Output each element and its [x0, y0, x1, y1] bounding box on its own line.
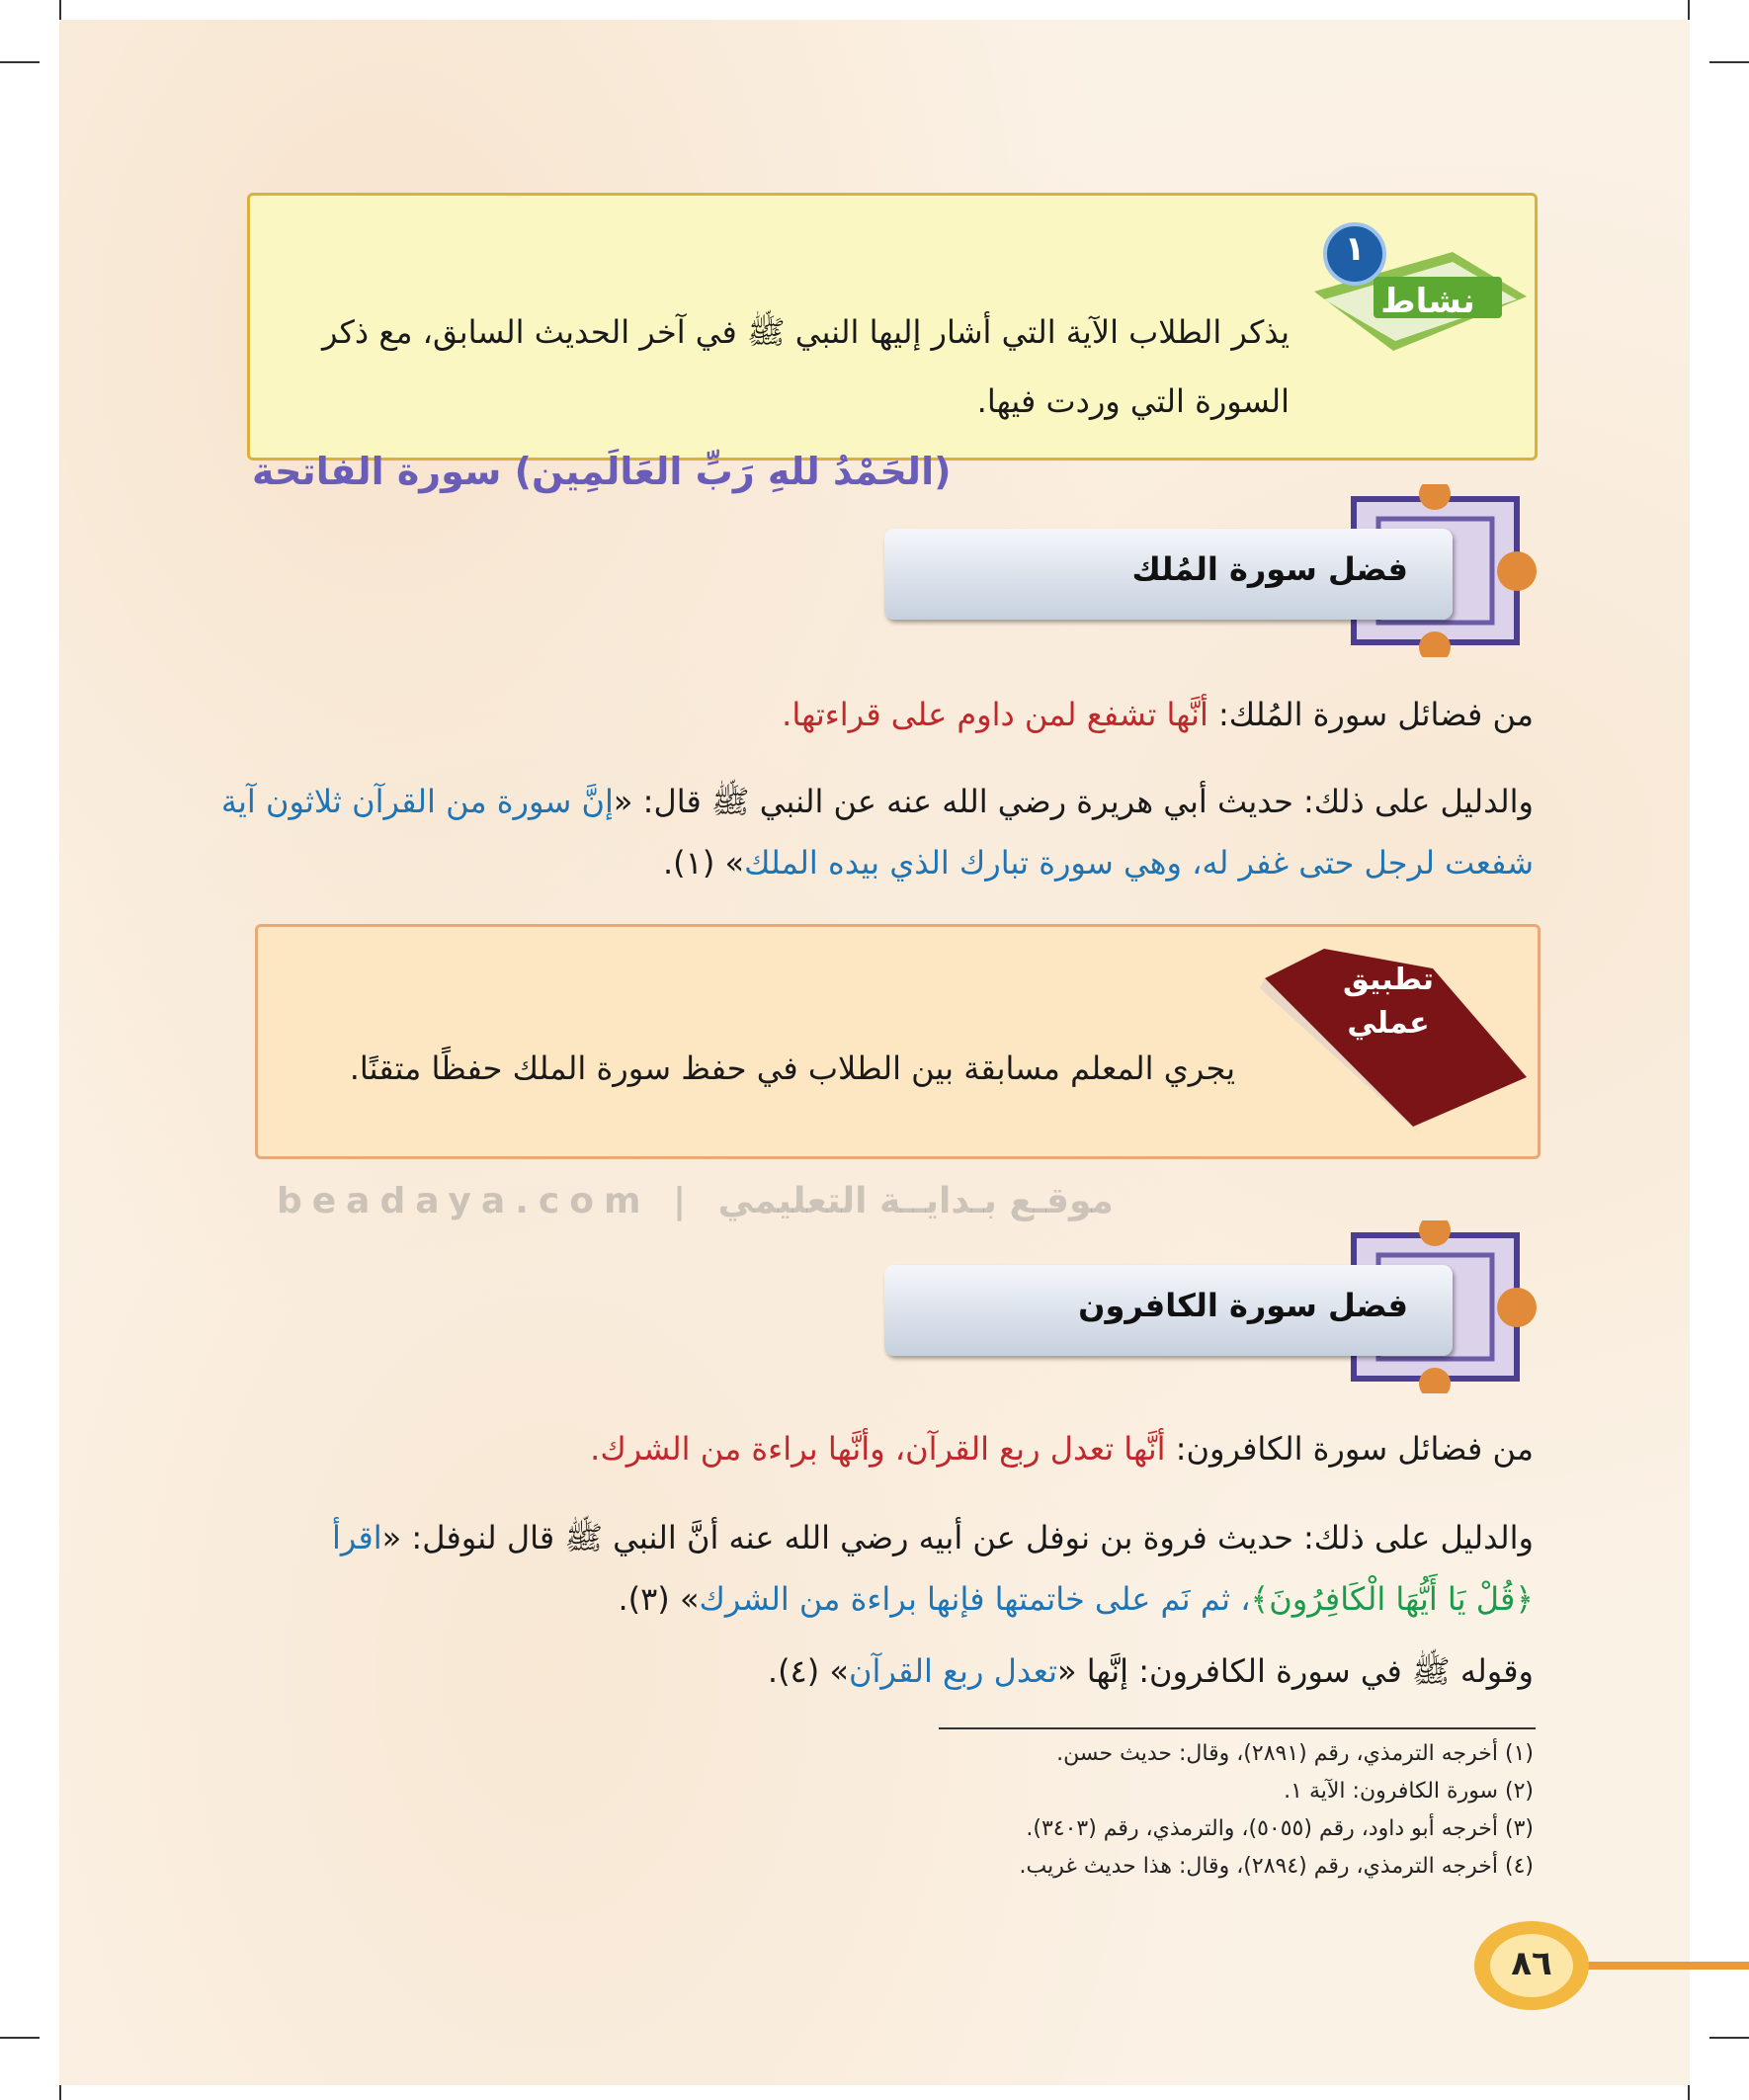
answer-surah: سورة الفاتحة — [252, 450, 502, 493]
kafirun-evidence-prefix: والدليل على ذلك: حديث فروة بن نوفل عن أبيه رضي الله عنه أنَّ النبي ﷺ قال لنوفل: « — [381, 1519, 1534, 1556]
kafirun-evidence-iqra: اقرأ — [331, 1519, 382, 1556]
kafirun-quote-suffix: » (٤). — [767, 1652, 849, 1690]
practice-badge-label — [1314, 959, 1462, 1046]
footnote-divider — [939, 1727, 1536, 1729]
practice-badge-line2: عملي — [1347, 1006, 1430, 1041]
mulk-hadith-line2: شفعت لرجل حتى غفر له، وهي سورة تبارك الذي بيده الملك — [744, 844, 1534, 882]
activity-text-line1: يذكر الطلاب الآية التي أشار إليها النبي ﷺ في آخر الحديث السابق، مع ذكر — [322, 313, 1290, 351]
mulk-evidence-prefix: والدليل على ذلك: حديث أبي هريرة رضي الله عنه عن النبي ﷺ قال: « — [613, 783, 1534, 820]
crop-mark — [0, 61, 40, 63]
mulk-merit — [209, 684, 1534, 745]
kafirun-verse: ﴿قُلْ يَا أَيُّهَا الْكَافِرُونَ﴾ — [1250, 1580, 1534, 1618]
section-title-mulk: فضل سورة المُلك — [1131, 550, 1408, 588]
answer-heading — [252, 450, 951, 493]
crop-mark — [0, 2037, 40, 2039]
crop-mark — [1709, 61, 1749, 63]
crop-mark — [1709, 2037, 1749, 2039]
kafirun-evidence-suffix: » (٣). — [618, 1580, 700, 1618]
mulk-evidence — [209, 771, 1534, 893]
mulk-hadith-line1: إنَّ سورة من القرآن ثلاثون آية — [220, 783, 614, 820]
kafirun-merit-highlight: أنَّها تعدل ربع القرآن، وأنَّها براءة من الشرك. — [590, 1430, 1166, 1468]
kafirun-merit — [209, 1418, 1534, 1479]
practice-badge-line1: تطبيق — [1342, 963, 1435, 997]
mulk-evidence-suffix: » (١). — [662, 844, 745, 882]
kafirun-evidence — [209, 1507, 1534, 1630]
activity-badge-label: نشاط — [1380, 282, 1475, 321]
footnote-4: (٤) أخرجه الترمذي، رقم (٢٨٩٤)، وقال: هذا حديث غريب. — [1019, 1854, 1534, 1879]
activity-text-line2: السورة التي وردت فيها. — [976, 382, 1290, 420]
kafirun-quote-blue: تعدل ربع القرآن — [848, 1652, 1057, 1690]
kafirun-quote — [209, 1640, 1534, 1702]
kafirun-evidence-rest: ، ثم نَم على خاتمتها فإنها براءة من الشرك — [699, 1580, 1251, 1618]
practice-text: يجري المعلم مسابقة بين الطلاب في حفظ سورة الملك حفظًا متقنًا. — [349, 1050, 1235, 1087]
mulk-merit-prefix: من فضائل سورة المُلك: — [1208, 696, 1534, 733]
section-title-kafirun: فضل سورة الكافرون — [1078, 1287, 1408, 1324]
mulk-merit-highlight: أنَّها تشفع لمن داوم على قراءتها. — [782, 696, 1208, 733]
page-number: ٨٦ — [1511, 1944, 1552, 1983]
kafirun-merit-prefix: من فضائل سورة الكافرون: — [1165, 1430, 1534, 1468]
watermark: beadaya.com | موقـع بـدايــة التعليمي — [277, 1181, 1114, 1221]
kafirun-quote-prefix: وقوله ﷺ في سورة الكافرون: إنَّها « — [1056, 1652, 1534, 1690]
activity-number: ١ — [1344, 229, 1366, 269]
footnote-2: (٢) سورة الكافرون: الآية ١. — [1284, 1779, 1534, 1804]
footnote-1: (١) أخرجه الترمذي، رقم (٢٨٩١)، وقال: حديث حسن. — [1056, 1741, 1534, 1766]
footnote-3: (٣) أخرجه أبو داود، رقم (٥٠٥٥)، والترمذي، رقم (٣٤٠٣). — [1026, 1816, 1534, 1841]
answer-verse: (الحَمْدُ للهِ رَبِّ العَالَمِين) — [514, 450, 952, 493]
